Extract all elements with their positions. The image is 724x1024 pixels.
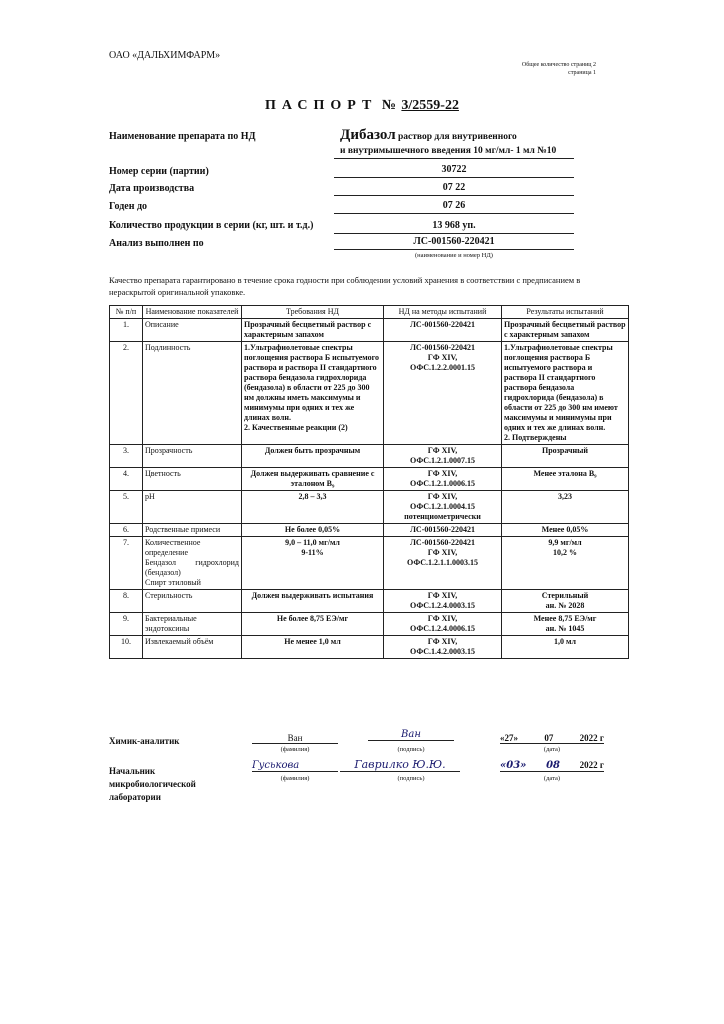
table-cell-requirement: 9,0 – 11,0 мг/мл 9-11%	[242, 537, 384, 590]
table-cell-method: ЛС-001560-220421	[384, 524, 502, 537]
table-cell-method: ГФ XIV, ОФС.1.2.1.0006.15	[384, 468, 502, 491]
table-cell-requirement: Прозрачный бесцветный раствор с характерным запахом	[242, 319, 384, 342]
lab-head-date-caption: (дата)	[543, 775, 561, 782]
lab-head-role: Начальник микробиологической лаборатории	[109, 766, 196, 802]
expiry-value: 07 26	[334, 200, 574, 214]
table-cell-requirement: Не менее 1,0 мл	[242, 636, 384, 659]
chemist-signature: Ван	[368, 729, 454, 741]
organization-name: ОАО «ДАЛЬХИМФАРМ»	[109, 50, 221, 61]
table-cell-number: 5.	[110, 491, 143, 524]
chemist-date-caption: (дата)	[543, 746, 561, 753]
table-cell-result: Менее 8,75 ЕЭ/мг ан. № 1045	[502, 613, 629, 636]
drug-name-label: Наименование препарата по НД	[109, 131, 256, 142]
current-page-label: страница 1	[568, 70, 596, 76]
series-value: 30722	[334, 164, 574, 178]
table-cell-method: ГФ XIV, ОФС.1.2.1.0004.15 потенциометрически	[384, 491, 502, 524]
lab-head-name: Гуськова	[252, 760, 338, 772]
table-cell-indicator: Родственные примеси	[143, 524, 242, 537]
table-cell-number: 9.	[110, 613, 143, 636]
table-cell-method: ГФ XIV, ОФС.1.4.2.0003.15	[384, 636, 502, 659]
header-methods: НД на методы испытаний	[384, 306, 502, 319]
passport-number: 3/2559-22	[401, 98, 459, 113]
analysis-doc-value: ЛС-001560-220421	[334, 236, 574, 250]
lab-head-signature-caption: (подпись)	[397, 775, 425, 782]
lab-head-signature: Гаврилко Ю.Ю.	[340, 758, 460, 772]
expiry-label: Годен до	[109, 201, 148, 212]
table-cell-number: 2.	[110, 342, 143, 445]
table-cell-indicator: Цветность	[143, 468, 242, 491]
drug-desc-line1: раствор для внутривенного	[398, 132, 517, 142]
drug-name-underline	[334, 158, 574, 159]
lab-head-date-month: 08	[546, 760, 560, 771]
table-cell-method: ГФ XIV, ОФС.1.2.4.0006.15	[384, 613, 502, 636]
table-cell-result: Менее эталона В₉	[502, 468, 629, 491]
page-info	[522, 61, 596, 77]
table-cell-result: Прозрачный	[502, 445, 629, 468]
table-header-row	[110, 306, 629, 319]
table-cell-indicator: Подлинность	[143, 342, 242, 445]
chemist-name-caption: (фамилия)	[280, 746, 310, 753]
table-cell-result: Менее 0,05%	[502, 524, 629, 537]
table-cell-number: 6.	[110, 524, 143, 537]
table-cell-number: 10.	[110, 636, 143, 659]
table-cell-requirement: 1.Ультрафиолетовые спектры поглощения раствора Б испытуемого раствора и раствора II стандартного раствора бендазола гидрохлорида (бендазола) в области от 225 до 300 нм должны иметь максимумы и минимумы при одних и тех же длинах волн. 2. Качественные реакции (2)	[242, 342, 384, 445]
table-cell-requirement: Должен выдерживать испытания	[242, 590, 384, 613]
table-cell-method: ГФ XIV, ОФС.1.2.4.0003.15	[384, 590, 502, 613]
table-row	[110, 636, 629, 659]
quality-note: Качество препарата гарантировано в течение срока годности при соблюдении условий хранения в соответствии с предписанием в нераскрытой оригинальной упаковке.	[109, 275, 581, 297]
table-cell-indicator: Прозрачность	[143, 445, 242, 468]
table-row	[110, 613, 629, 636]
table-cell-result: 3,23	[502, 491, 629, 524]
table-cell-indicator: Описание	[143, 319, 242, 342]
table-row	[110, 524, 629, 537]
drug-name-main: Дибазол	[340, 127, 396, 143]
table-cell-method: ЛС-001560-220421 ГФ XIV, ОФС.1.2.1.1.0003.15	[384, 537, 502, 590]
table-cell-number: 7.	[110, 537, 143, 590]
results-table	[109, 305, 629, 659]
header-indicator: Наименование показателей	[143, 306, 242, 319]
table-cell-requirement: Не более 0,05%	[242, 524, 384, 537]
table-cell-number: 1.	[110, 319, 143, 342]
table-cell-requirement: Не более 8,75 ЕЭ/мг	[242, 613, 384, 636]
lab-head-name-caption: (фамилия)	[280, 775, 310, 782]
quantity-value: 13 968 уп.	[334, 220, 574, 234]
chemist-date-day: «27»	[500, 733, 518, 743]
chemist-signature-caption: (подпись)	[397, 746, 425, 753]
table-row	[110, 537, 629, 590]
table-cell-requirement: Должен выдерживать сравнение с эталоном В₉	[242, 468, 384, 491]
lab-head-date	[500, 760, 604, 772]
series-label: Номер серии (партии)	[109, 166, 209, 177]
table-row	[110, 319, 629, 342]
table-cell-method: ЛС-001560-220421	[384, 319, 502, 342]
analysis-label: Анализ выполнен по	[109, 238, 204, 249]
lab-head-date-day: «03»	[500, 760, 527, 771]
chemist-role: Химик-аналитик	[109, 736, 180, 746]
table-row	[110, 590, 629, 613]
analysis-caption: (наименование и номер НД)	[415, 252, 493, 259]
chemist-name: Ван	[252, 733, 338, 744]
drug-desc-line2: и внутримышечного введения 10 мг/мл- 1 мл №10	[340, 146, 557, 156]
table-cell-result: Стерильный ан. № 2028	[502, 590, 629, 613]
header-requirements: Требования НД	[242, 306, 384, 319]
chemist-date	[500, 733, 604, 744]
drug-name	[340, 128, 600, 158]
table-cell-indicator: Бактериальные эндотоксины	[143, 613, 242, 636]
lab-head-date-year: 2022 г	[579, 760, 604, 770]
table-row	[110, 445, 629, 468]
chemist-date-month: 07	[544, 733, 554, 743]
table-cell-result: 1.Ультрафиолетовые спектры поглощения раствора Б испытуемого раствора и раствора II стандартного раствора бендазола гидрохлорида (бендазола) в области от 225 до 300 нм имеют максимумы и минимумы при одних и тех же длинах волн. 2. Подтверждены	[502, 342, 629, 445]
table-cell-number: 4.	[110, 468, 143, 491]
table-cell-indicator: pH	[143, 491, 242, 524]
table-row	[110, 342, 629, 445]
header-results: Результаты испытаний	[502, 306, 629, 319]
table-row	[110, 468, 629, 491]
header-number: № п/п	[110, 306, 143, 319]
document-title	[0, 98, 724, 114]
table-cell-indicator: Стерильность	[143, 590, 242, 613]
table-cell-indicator: Количественное определение Бендазол гидрохлорид (бендазол) Спирт этиловый	[143, 537, 242, 590]
quantity-label: Количество продукции в серии (кг, шт. и т.д.)	[109, 220, 314, 231]
table-cell-result: Прозрачный бесцветный раствор с характерным запахом	[502, 319, 629, 342]
table-cell-requirement: 2,8 – 3,3	[242, 491, 384, 524]
title-no-label: №	[381, 98, 397, 113]
table-cell-result: 1,0 мл	[502, 636, 629, 659]
table-row	[110, 491, 629, 524]
table-cell-method: ГФ XIV, ОФС.1.2.1.0007.15	[384, 445, 502, 468]
table-cell-method: ЛС-001560-220421 ГФ XIV, ОФС.1.2.2.0001.15	[384, 342, 502, 445]
production-date-value: 07 22	[334, 182, 574, 196]
chemist-date-year: 2022 г	[579, 733, 604, 743]
title-word: ПАСПОРТ	[265, 98, 378, 113]
table-cell-result: 9,9 мг/мл 10,2 %	[502, 537, 629, 590]
table-cell-indicator: Извлекаемый объём	[143, 636, 242, 659]
table-cell-number: 8.	[110, 590, 143, 613]
production-date-label: Дата производства	[109, 183, 195, 194]
table-cell-requirement: Должен быть прозрачным	[242, 445, 384, 468]
total-pages-label: Общее количество страниц 2	[521, 62, 596, 68]
table-cell-number: 3.	[110, 445, 143, 468]
